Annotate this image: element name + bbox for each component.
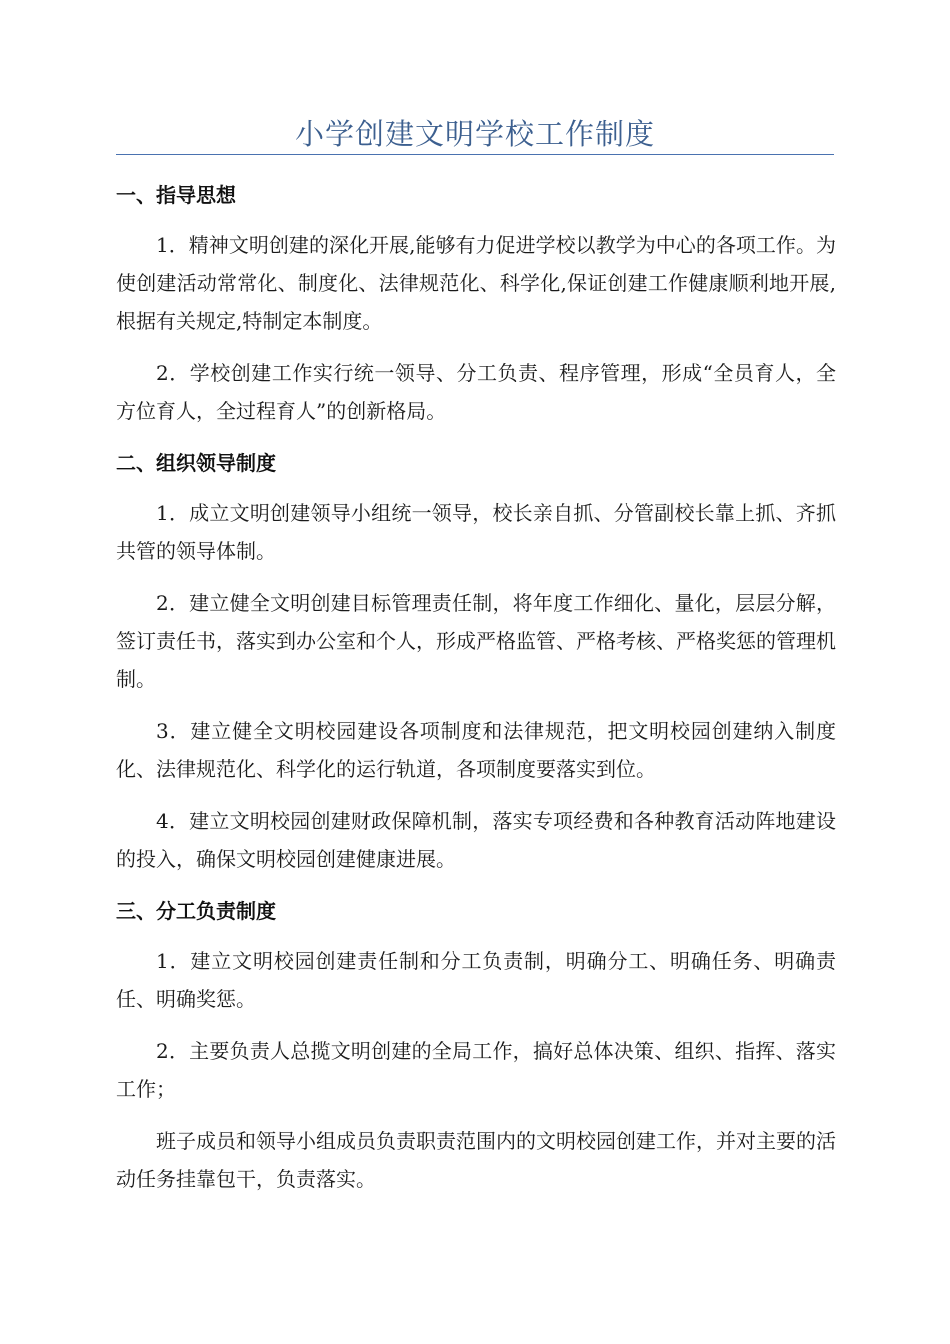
- section-heading-division-of-responsibility: 三、分工负责制度: [116, 899, 276, 923]
- paragraph: 3．建立健全文明校园建设各项制度和法律规范，把文明校园创建纳入制度化、法律规范化、科学化的运行轨道，各项制度要落实到位。: [116, 719, 836, 781]
- document-title: 小学创建文明学校工作制度: [294, 117, 655, 151]
- section-heading-guiding-ideology: 一、指导思想: [116, 183, 236, 207]
- section-heading-organization-leadership: 二、组织领导制度: [116, 451, 276, 475]
- paragraph: 2．学校创建工作实行统一领导、分工负责、程序管理，形成“全员育人，全方位育人，全过程育人”的创新格局。: [116, 361, 836, 423]
- paragraph: 1．成立文明创建领导小组统一领导，校长亲自抓、分管副校长靠上抓、齐抓共管的领导体制。: [116, 501, 836, 563]
- paragraph: 4．建立文明校园创建财政保障机制，落实专项经费和各种教育活动阵地建设的投入，确保文明校园创建健康进展。: [116, 809, 836, 871]
- paragraph: 2．主要负责人总揽文明创建的全局工作，搞好总体决策、组织、指挥、落实工作；: [116, 1039, 836, 1101]
- paragraph: 1．精神文明创建的深化开展,能够有力促进学校以教学为中心的各项工作。为使创建活动常常化、制度化、法律规范化、科学化,保证创建工作健康顺利地开展,根据有关规定,特制定本制度。: [116, 233, 836, 333]
- paragraph: 1．建立文明校园创建责任制和分工负责制，明确分工、明确任务、明确责任、明确奖惩。: [116, 949, 836, 1011]
- paragraph: 班子成员和领导小组成员负责职责范围内的文明校园创建工作，并对主要的活动任务挂靠包干，负责落实。: [116, 1129, 836, 1191]
- title-underline: [116, 154, 834, 155]
- document-body: [116, 176, 836, 1198]
- paragraph: 2．建立健全文明创建目标管理责任制，将年度工作细化、量化，层层分解，签订责任书，落实到办公室和个人，形成严格监管、严格考核、严格奖惩的管理机制。: [116, 591, 836, 691]
